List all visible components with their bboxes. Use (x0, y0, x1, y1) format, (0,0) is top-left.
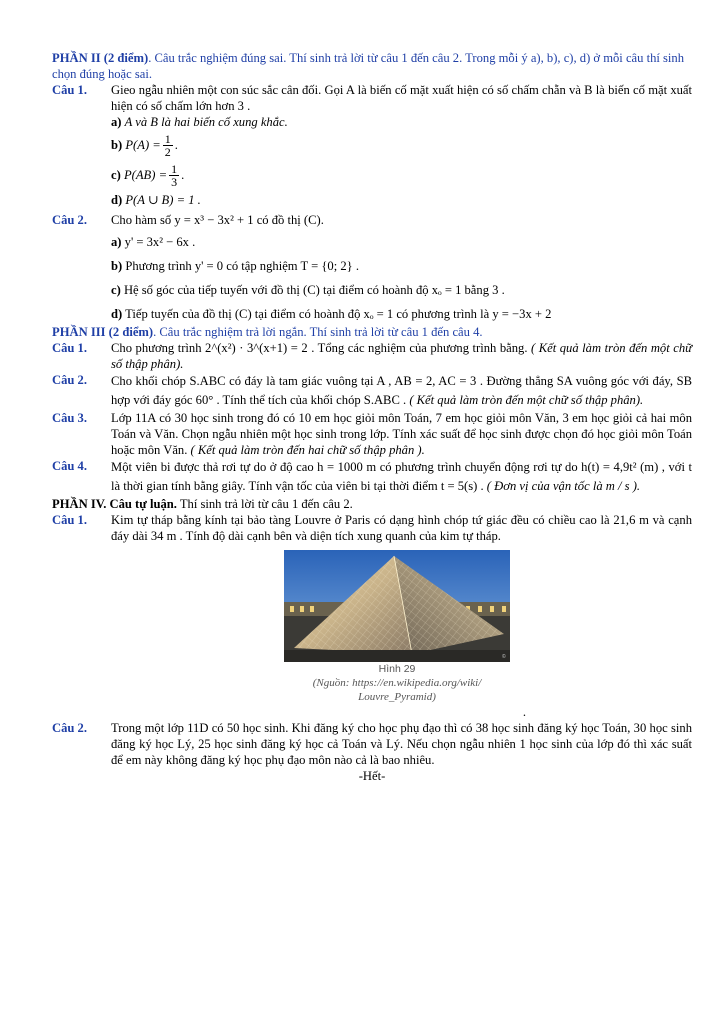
part4-question-2 (52, 720, 692, 768)
figure-source-tail: Louvre_Pyramid) (358, 691, 436, 703)
part3-instructions: . Câu trắc nghiệm trả lời ngắn. Thí sinh trả lời từ câu 1 đến câu 4. (153, 325, 483, 339)
fraction: $\frac{1}{2}$ (164, 131, 171, 159)
option-text: A và B là hai biến cố xung khắc. (124, 115, 288, 129)
option-label: b) (111, 138, 123, 152)
svg-text:©: © (502, 654, 506, 660)
figure (284, 550, 510, 704)
option-text: y' = 3x² − 6x . (124, 235, 196, 249)
question-number: Câu 3. (52, 411, 87, 425)
question-text: Kim tự tháp bằng kính tại bảo tàng Louvre ở Paris có dạng hình chóp tứ giác đều có chiều cao là 21,6 m và cạnh đáy dài 34 m . Tính độ dài cạnh bên và diện tích xung quanh của kim tự tháp. (111, 513, 692, 543)
option-c: c) P(AB) = $\frac{1}{3}$ . (111, 161, 185, 189)
question-body (111, 372, 692, 410)
part2-instructions: . Câu trắc nghiệm đúng sai. Thí sinh trả lời từ câu 1 đến câu 2. Trong mỗi ý a), b), c), d) ở mỗi câu thí sinh chọn đúng hoặc sai. (52, 51, 685, 81)
question-text: Một viên bi được thả rơi tự do ở độ cao h = 1000 m có phương trình chuyển động rơi tự do h(t) = 4,9t² (m) , với t là thời gian tính bằng giây. Tính vận tốc của viên bi tại thời điểm t = 5(s) . (111, 460, 692, 493)
question-text: Cho khối chóp S.ABC có đáy là tam giác vuông tại A , AB = 2, AC = 3 . Đường thẳng SA vuông góc với đáy, SB hợp với đáy góc 60° . Tính thể tích của khối chóp S.ABC . (111, 374, 692, 407)
fraction: $\frac{1}{3}$ (171, 161, 178, 189)
option-label: a) (111, 235, 122, 249)
figure-dot: . (522, 705, 526, 719)
option-text: Tiếp tuyến của đồ thị (C) tại điểm có hoành độ xₒ = 1 có phương trình là y = −3x + 2 (125, 307, 552, 321)
question-note: ( Kết quả làm tròn đến một chữ số thập phân). (111, 341, 692, 371)
part2-title: PHẦN II (2 điểm) (52, 51, 149, 65)
end-marker: -Hết- (358, 769, 386, 783)
option-b: b) P(A) = $\frac{1}{2}$ . (111, 131, 178, 159)
question-note: ( Kết quả làm tròn đến hai chữ số thập phân ). (190, 443, 425, 457)
question-body (111, 340, 692, 372)
question-text: Trong một lớp 11D có 50 học sinh. Khi đăng ký cho học phụ đạo thì có 38 học sinh đăng ký học Toán, 30 học sinh đăng ký học Lý, 25 học sinh đăng ký học cả Toán và Lý. Nếu chọn ngẫu nhiên 1 học sinh của lớp đó thì xác suất để em này không đăng ký học phụ đạo môn nào cả là bao nhiêu. (111, 721, 692, 767)
option-b (111, 258, 692, 274)
option-a (111, 114, 692, 130)
part2-question-1 (52, 82, 692, 114)
option-label: a) (111, 115, 122, 129)
part3-question-2 (52, 372, 692, 410)
option-text: P(A) = (125, 138, 161, 152)
option-d (111, 192, 692, 208)
option-text: P(A ∪ B) = 1 . (125, 193, 201, 207)
part3-question-4 (52, 458, 692, 496)
question-note: ( Đơn vị của vận tốc là m / s ). (486, 479, 641, 493)
question-number: Câu 2. (52, 721, 87, 735)
question-text: Gieo ngẫu nhiên một con súc sắc cân đối. Gọi A là biến cố mặt xuất hiện có số chấm chẵn và B là biến cố mặt xuất hiện có số chấm lớn hơn 3 . (111, 83, 692, 113)
part4-title: PHẦN IV. Câu tự luận. (52, 497, 177, 511)
question-note: ( Kết quả làm tròn đến một chữ số thập phân). (409, 393, 644, 407)
figure-caption (284, 662, 510, 704)
question-text: Cho phương trình 2^(x²) · 3^(x+1) = 2 . Tổng các nghiệm của phương trình bằng. (111, 341, 528, 355)
question-number: Câu 1. (52, 341, 87, 355)
question-body (111, 410, 692, 458)
option-text: P(AB) = (123, 168, 168, 182)
question-text: Cho hàm số y = x³ − 3x² + 1 có đồ thị (C). (111, 213, 324, 227)
option-text: Hệ số góc của tiếp tuyến với đồ thị (C) tại điểm có hoành độ xₒ = 1 bằng 3 . (123, 283, 505, 297)
figure-source: (Nguồn: https://en.wikipedia.org/wiki/ (312, 677, 482, 689)
option-c (111, 282, 692, 298)
source-url: https://en.wikipedia.org/wiki/ (352, 677, 482, 689)
question-number: Câu 2. (52, 373, 87, 387)
question-number: Câu 2. (52, 213, 87, 227)
exam-page (52, 50, 692, 784)
option-label: b) (111, 259, 123, 273)
part4-question-1 (52, 512, 692, 544)
part3-heading (52, 324, 692, 340)
option-a (111, 234, 692, 250)
option-label: d) (111, 193, 123, 207)
part2-question-2 (52, 212, 692, 228)
question-body (111, 458, 692, 496)
part2-heading (52, 50, 692, 82)
question-number: Câu 1. (52, 83, 87, 97)
part3-question-3 (52, 410, 692, 458)
option-label: c) (111, 283, 121, 297)
part4-heading (52, 496, 692, 512)
question-number: Câu 4. (52, 459, 87, 473)
figure-label: Hình 29 (378, 663, 416, 675)
option-label: c) (111, 168, 121, 182)
part4-instructions: Thí sinh trả lời từ câu 1 đến câu 2. (176, 497, 353, 511)
part3-question-1 (52, 340, 692, 372)
part3-title: PHẦN III (2 điểm) (52, 325, 154, 339)
option-label: d) (111, 307, 123, 321)
question-text: Lớp 11A có 30 học sinh trong đó có 10 em học giỏi môn Toán, 7 em học giỏi môn Văn, 3 em học giỏi cả hai môn Toán và Văn. Chọn ngẫu nhiên một học sinh trong lớp. Tính xác suất để học sinh được chọn đó học giỏi môn Toán hoặc môn Văn. (111, 411, 692, 457)
option-text: Phương trình y' = 0 có tập nghiệm T = {0; 2} . (125, 259, 359, 273)
question-number: Câu 1. (52, 513, 87, 527)
louvre-pyramid-photo (284, 550, 510, 662)
option-d (111, 306, 692, 322)
